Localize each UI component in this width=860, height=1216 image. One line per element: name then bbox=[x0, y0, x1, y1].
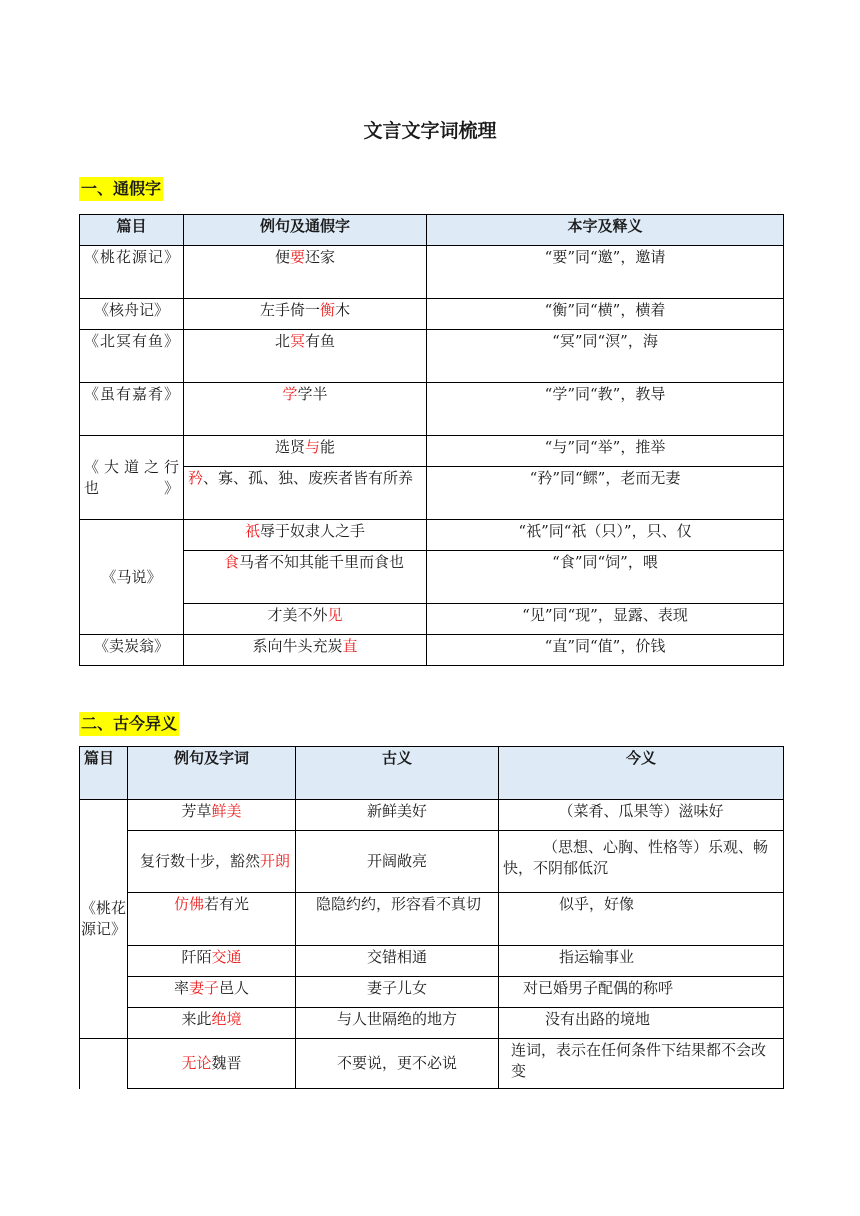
ancient-meaning-cell: 交错相通 bbox=[296, 946, 499, 977]
example-cell: 芳草鲜美 bbox=[128, 800, 296, 831]
table-row bbox=[80, 330, 784, 383]
meaning-cell: “直”同“值”，价钱 bbox=[427, 635, 784, 666]
table-row bbox=[80, 551, 784, 604]
header-pianmu: 篇目 bbox=[80, 215, 184, 246]
tongjia-char: 与 bbox=[304, 438, 320, 456]
modern-meaning-cell: （思想、心胸、性格等）乐观、畅快，不阴郁低沉 bbox=[499, 831, 784, 893]
table-row bbox=[80, 467, 784, 520]
table-row bbox=[80, 977, 784, 1008]
modern-meaning-cell: 没有出路的境地 bbox=[499, 1008, 784, 1039]
example-cell: 选贤与能 bbox=[184, 436, 427, 467]
modern-meaning-cell: 对已婚男子配偶的称呼 bbox=[499, 977, 784, 1008]
table-header-row bbox=[80, 215, 784, 246]
ancient-meaning-cell: 与人世隔绝的地方 bbox=[296, 1008, 499, 1039]
meaning-cell: “学”同“教”，教导 bbox=[427, 383, 784, 436]
pianmu-cell: 《卖炭翁》 bbox=[80, 635, 184, 666]
table-row bbox=[80, 520, 784, 551]
table-row bbox=[80, 1039, 784, 1089]
example-cell: 便要还家 bbox=[184, 246, 427, 299]
header-benzi: 本字及释义 bbox=[427, 215, 784, 246]
ancient-word: 妻子 bbox=[188, 979, 219, 997]
modern-meaning-cell: 似乎，好像 bbox=[499, 893, 784, 946]
meaning-cell: “食”同“饲”，喂 bbox=[427, 551, 784, 604]
example-cell: 才美不外见 bbox=[184, 604, 427, 635]
tongjia-char: 衡 bbox=[319, 301, 335, 319]
header-jinyi: 今义 bbox=[499, 747, 784, 800]
table-row bbox=[80, 246, 784, 299]
tongjia-char: 祇 bbox=[244, 522, 260, 540]
meaning-cell: “与”同“举”，推举 bbox=[427, 436, 784, 467]
table-row bbox=[80, 831, 784, 893]
example-cell: 率妻子邑人 bbox=[128, 977, 296, 1008]
pianmu-cell: 《核舟记》 bbox=[80, 299, 184, 330]
example-cell: 食马者不知其能千里而食也 bbox=[184, 551, 427, 604]
table-row bbox=[80, 893, 784, 946]
table-row bbox=[80, 1008, 784, 1039]
table-row bbox=[80, 946, 784, 977]
example-cell: 系向牛头充炭直 bbox=[184, 635, 427, 666]
example-cell: 阡陌交通 bbox=[128, 946, 296, 977]
meaning-cell: “矜”同“鳏”，老而无妻 bbox=[427, 467, 784, 520]
ancient-meaning-cell: 不要说，更不必说 bbox=[296, 1039, 499, 1089]
pianmu-cell: 《桃花源记》 bbox=[80, 800, 128, 1039]
ancient-meaning-cell: 妻子儿女 bbox=[296, 977, 499, 1008]
section-heading-tongjiazi: 一、通假字 bbox=[79, 177, 163, 201]
example-cell: 左手倚一衡木 bbox=[184, 299, 427, 330]
table-row bbox=[80, 436, 784, 467]
tongjia-char: 要 bbox=[289, 248, 305, 266]
table-row bbox=[80, 299, 784, 330]
document-title: 文言文字词梳理 bbox=[363, 120, 497, 142]
meaning-cell: “见”同“现”，显露、表现 bbox=[427, 604, 784, 635]
modern-meaning-cell: 连词，表示在任何条件下结果都不会改变 bbox=[499, 1039, 784, 1089]
pianmu-cell: 《马说》 bbox=[80, 520, 184, 635]
table-row bbox=[80, 604, 784, 635]
tongjia-char: 冥 bbox=[289, 332, 305, 350]
pianmu-cell bbox=[80, 1039, 128, 1089]
table-row bbox=[80, 800, 784, 831]
header-pianmu: 篇目 bbox=[80, 747, 128, 800]
ancient-meaning-cell: 隐隐约约，形容看不真切 bbox=[296, 893, 499, 946]
meaning-cell: “冥”同“溟”，海 bbox=[427, 330, 784, 383]
example-cell: 祇辱于奴隶人之手 bbox=[184, 520, 427, 551]
example-cell: 北冥有鱼 bbox=[184, 330, 427, 383]
example-cell: 来此绝境 bbox=[128, 1008, 296, 1039]
header-liju: 例句及字词 bbox=[128, 747, 296, 800]
table-row bbox=[80, 635, 784, 666]
modern-meaning-cell: 指运输事业 bbox=[499, 946, 784, 977]
tongjia-char: 直 bbox=[342, 637, 358, 655]
tongjiazi-table bbox=[79, 214, 784, 666]
gujinyiyi-table bbox=[79, 746, 784, 1089]
example-cell: 复行数十步，豁然开朗 bbox=[128, 831, 296, 893]
meaning-cell: “衡”同“横”，横着 bbox=[427, 299, 784, 330]
example-cell: 矜、寡、孤、独、废疾者皆有所养 bbox=[184, 467, 427, 520]
tongjia-char: 食 bbox=[224, 553, 240, 571]
table-header-row bbox=[80, 747, 784, 800]
pianmu-cell: 《大道之行也》 bbox=[80, 436, 184, 520]
pianmu-cell: 《北冥有鱼》 bbox=[80, 330, 184, 383]
tongjia-char: 矜 bbox=[188, 469, 204, 487]
ancient-word: 交通 bbox=[211, 948, 242, 966]
meaning-cell: “祇”同“祇（只）”，只、仅 bbox=[427, 520, 784, 551]
header-guyi: 古义 bbox=[296, 747, 499, 800]
meaning-cell: “要”同“邀”，邀请 bbox=[427, 246, 784, 299]
ancient-word: 开朗 bbox=[260, 852, 291, 870]
ancient-word: 无论 bbox=[181, 1054, 212, 1072]
modern-meaning-cell: （菜肴、瓜果等）滋味好 bbox=[499, 800, 784, 831]
pianmu-cell: 《桃花源记》 bbox=[80, 246, 184, 299]
example-cell: 无论魏晋 bbox=[128, 1039, 296, 1089]
example-cell: 学学半 bbox=[184, 383, 427, 436]
pianmu-cell: 《虽有嘉肴》 bbox=[80, 383, 184, 436]
ancient-meaning-cell: 新鲜美好 bbox=[296, 800, 499, 831]
example-cell: 仿佛若有光 bbox=[128, 893, 296, 946]
table-row bbox=[80, 383, 784, 436]
ancient-word: 仿佛 bbox=[174, 895, 205, 913]
ancient-meaning-cell: 开阔敞亮 bbox=[296, 831, 499, 893]
section-heading-gujinyiyi: 二、古今异义 bbox=[79, 712, 179, 736]
header-liju: 例句及通假字 bbox=[184, 215, 427, 246]
tongjia-char: 学 bbox=[282, 385, 298, 403]
tongjia-char: 见 bbox=[327, 606, 343, 624]
ancient-word: 鲜美 bbox=[211, 802, 242, 820]
ancient-word: 绝境 bbox=[211, 1010, 242, 1028]
